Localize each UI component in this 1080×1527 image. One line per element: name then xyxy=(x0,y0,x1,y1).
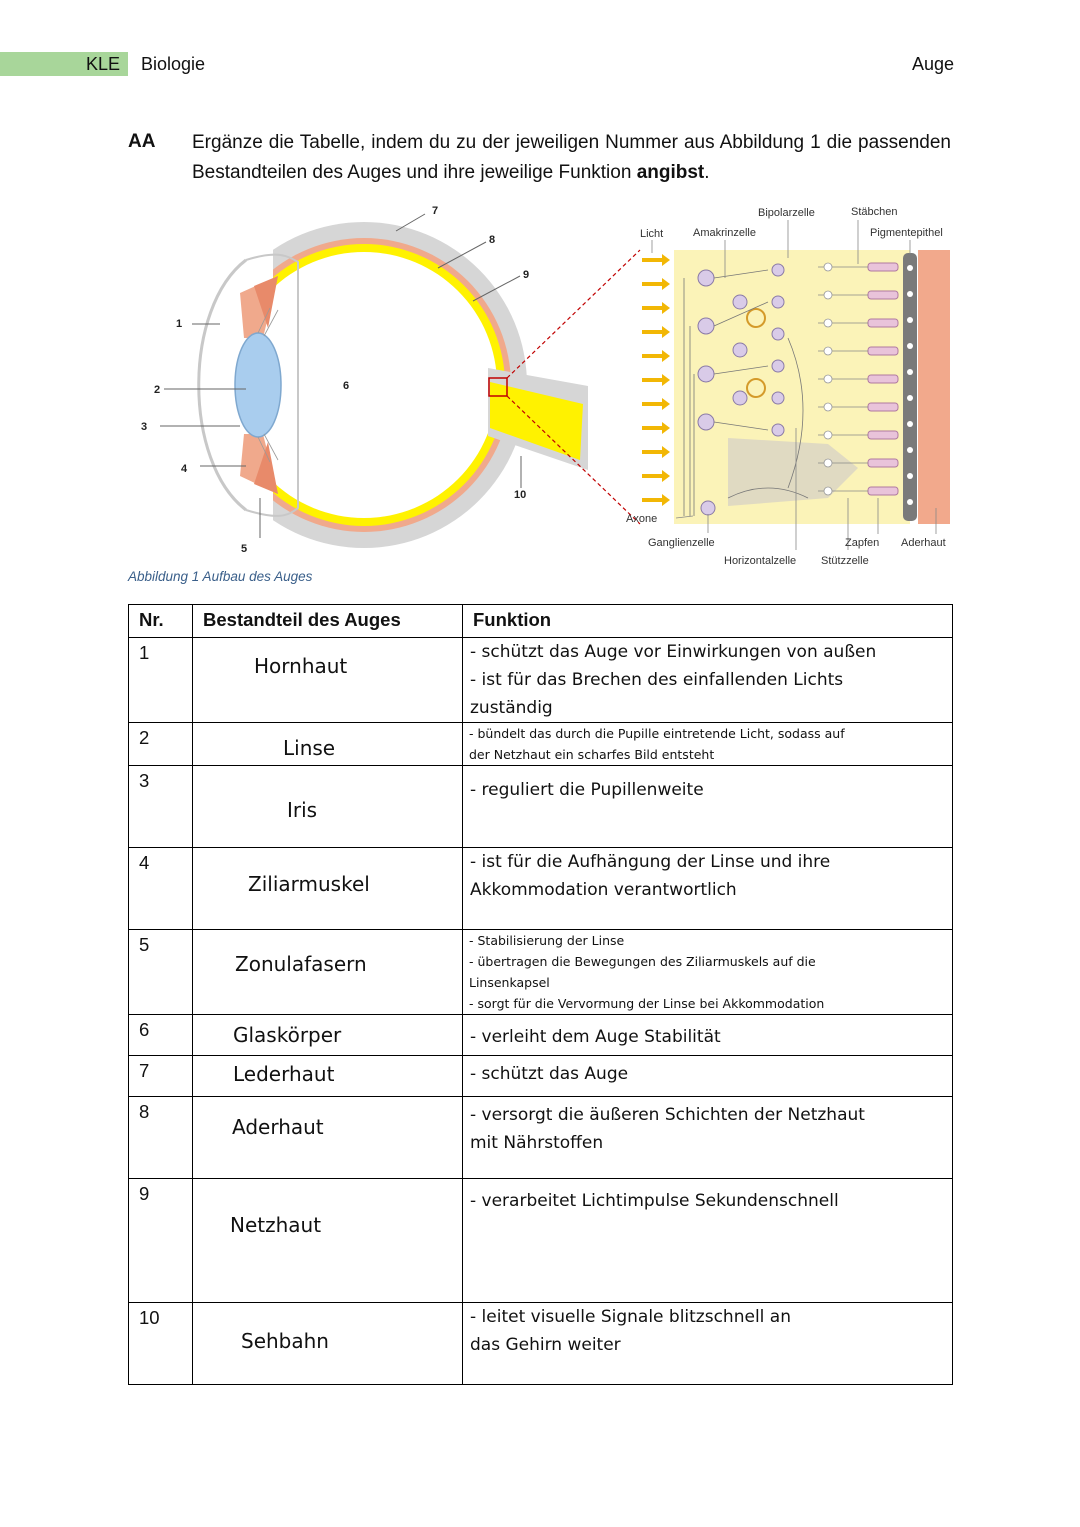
task-text-end: . xyxy=(704,162,710,183)
eye-number-10: 10 xyxy=(514,489,527,501)
header-code: KLE xyxy=(86,54,121,74)
function-line: - leitet visuelle Signale blitzschnell an xyxy=(470,1307,791,1327)
row-number: 8 xyxy=(129,1097,193,1179)
function-line: - versorgt die äußeren Schichten der Netzhaut xyxy=(470,1105,865,1125)
row-number: 4 xyxy=(129,848,193,930)
function-cell xyxy=(463,1179,953,1303)
part-cell xyxy=(193,1097,463,1179)
eye-number-9: 9 xyxy=(523,269,530,281)
header-topic: Auge xyxy=(911,54,954,74)
eye-cross-section xyxy=(141,205,640,555)
function-line: - reguliert die Pupillenweite xyxy=(470,780,704,800)
label-zapfen: Zapfen xyxy=(845,537,880,549)
function-line: Akkommodation verantwortlich xyxy=(470,880,737,900)
function-line: - bündelt das durch die Pupille eintretende Licht, sodass auf xyxy=(469,726,845,741)
part-name: Lederhaut xyxy=(233,1062,335,1086)
part-name: Zonulafasern xyxy=(235,952,367,976)
eye-number-5: 5 xyxy=(241,543,248,555)
part-name: Aderhaut xyxy=(232,1115,324,1139)
label-amakrinzelle: Amakrinzelle xyxy=(693,227,756,239)
table-row xyxy=(129,638,953,723)
function-cell xyxy=(463,1303,953,1385)
part-cell xyxy=(193,1179,463,1303)
eye-number-4: 4 xyxy=(181,463,188,475)
part-cell xyxy=(193,638,463,723)
label-stuetzzelle: Stützzelle xyxy=(821,555,869,567)
part-name: Sehbahn xyxy=(241,1329,329,1353)
label-horizontalzelle: Horizontalzelle xyxy=(724,555,797,567)
row-number: 3 xyxy=(129,766,193,848)
header-nr: Nr. xyxy=(129,605,193,638)
label-licht: Licht xyxy=(640,228,664,240)
table-row xyxy=(129,1097,953,1179)
function-cell xyxy=(463,848,953,930)
part-cell xyxy=(193,1056,463,1097)
row-number: 10 xyxy=(129,1303,193,1385)
header-funktion: Funktion xyxy=(463,605,953,638)
function-line: - verleiht dem Auge Stabilität xyxy=(470,1027,721,1047)
function-line: - Stabilisierung der Linse xyxy=(469,933,625,948)
part-cell xyxy=(193,1303,463,1385)
task-text xyxy=(192,128,951,188)
label-axone: Axone xyxy=(626,513,658,525)
part-cell xyxy=(193,766,463,848)
table-row xyxy=(129,766,953,848)
function-cell xyxy=(463,638,953,723)
lens-shape xyxy=(235,333,281,437)
row-number: 1 xyxy=(129,638,193,723)
function-line: - ist für das Brechen des einfallenden Lichts xyxy=(470,670,844,690)
function-line: - schützt das Auge xyxy=(470,1064,629,1084)
function-cell xyxy=(463,1015,953,1056)
function-line: - schützt das Auge vor Einwirkungen von außen xyxy=(470,642,877,662)
task-text-main: Ergänze die Tabelle, indem du zu der jeweiligen Nummer aus Abbildung 1 die passenden Bestandteilen des Auges und ihre jeweilige Funktion xyxy=(192,132,951,183)
part-cell xyxy=(193,723,463,766)
part-name: Linse xyxy=(283,736,336,760)
label-pigmentepithel: Pigmentepithel xyxy=(870,227,943,239)
part-name: Hornhaut xyxy=(254,654,348,678)
task-label: AA xyxy=(128,131,156,152)
eye-number-2: 2 xyxy=(154,384,161,396)
part-name: Netzhaut xyxy=(230,1213,322,1237)
retina-detail xyxy=(626,206,950,567)
function-line: - verarbeitet Lichtimpulse Sekundenschnell xyxy=(470,1191,839,1211)
function-line: zuständig xyxy=(470,698,553,718)
figure-caption: Abbildung 1 Aufbau des Auges xyxy=(128,569,313,584)
function-line: mit Nährstoffen xyxy=(470,1133,604,1153)
table-row xyxy=(129,1056,953,1097)
row-number: 9 xyxy=(129,1179,193,1303)
function-line: - sorgt für die Vervormung der Linse bei Akkommodation xyxy=(469,996,825,1011)
part-cell xyxy=(193,848,463,930)
row-number: 2 xyxy=(129,723,193,766)
part-name: Iris xyxy=(287,798,318,822)
part-name: Glaskörper xyxy=(233,1023,342,1047)
function-line: - übertragen die Bewegungen des Ziliarmuskels auf die xyxy=(469,954,816,969)
label-ganglienzelle: Ganglienzelle xyxy=(648,537,715,549)
row-number: 5 xyxy=(129,930,193,1015)
eye-number-1: 1 xyxy=(176,318,183,330)
light-arrows xyxy=(642,254,670,506)
eye-figure xyxy=(128,198,958,568)
table-row xyxy=(129,848,953,930)
function-cell xyxy=(463,1056,953,1097)
function-cell xyxy=(463,723,953,766)
eye-number-3: 3 xyxy=(141,421,148,433)
function-line: Linsenkapsel xyxy=(469,975,550,990)
table-header-row xyxy=(129,605,953,638)
header-subject: Biologie xyxy=(141,54,206,74)
table-row xyxy=(129,1303,953,1385)
table-row xyxy=(129,1015,953,1056)
table-row xyxy=(129,723,953,766)
eye-parts-table xyxy=(128,604,953,1385)
label-aderhaut: Aderhaut xyxy=(901,537,946,549)
function-cell xyxy=(463,930,953,1015)
label-staebchen: Stäbchen xyxy=(851,206,898,218)
table-row xyxy=(129,1179,953,1303)
row-number: 7 xyxy=(129,1056,193,1097)
function-cell xyxy=(463,766,953,848)
eye-number-6: 6 xyxy=(343,380,350,392)
task-text-bold: angibst xyxy=(636,162,705,183)
eye-number-7: 7 xyxy=(432,205,439,217)
choroid-layer xyxy=(918,250,950,524)
header-bestandteil: Bestandteil des Auges xyxy=(193,605,463,638)
label-bipolarzelle: Bipolarzelle xyxy=(758,207,815,219)
table-row xyxy=(129,930,953,1015)
function-line: der Netzhaut ein scharfes Bild entsteht xyxy=(469,747,715,762)
row-number: 6 xyxy=(129,1015,193,1056)
function-line: - ist für die Aufhängung der Linse und ihre xyxy=(470,852,831,872)
part-cell xyxy=(193,1015,463,1056)
part-name: Ziliarmuskel xyxy=(248,872,370,896)
function-line: das Gehirn weiter xyxy=(470,1335,621,1355)
eye-number-8: 8 xyxy=(489,234,496,246)
part-cell xyxy=(193,930,463,1015)
function-cell xyxy=(463,1097,953,1179)
